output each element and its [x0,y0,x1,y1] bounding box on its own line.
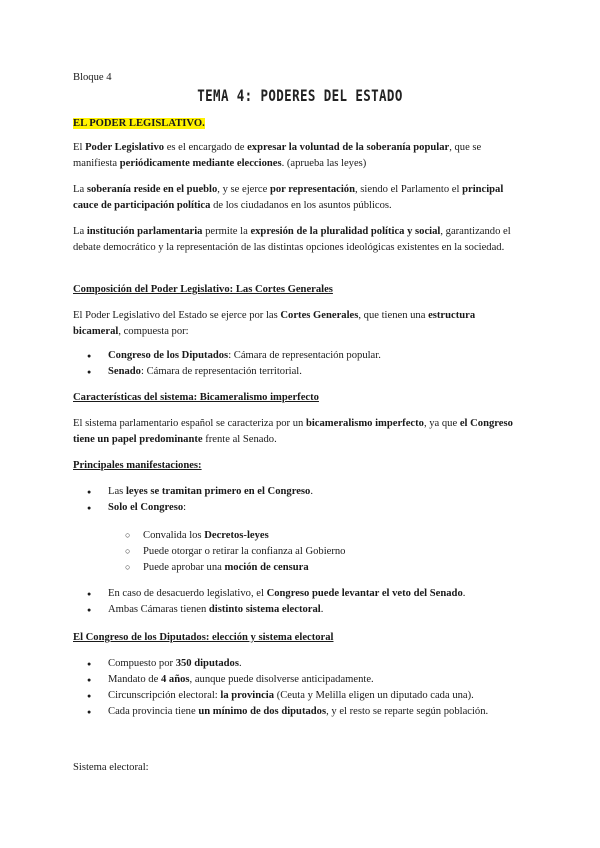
paragraph-institution: La institución parlamentaria permite la expresión de la pluralidad política y social, garantizando el debate democrático y la representación de las distintas opciones ideológicas existentes en la sociedad. [73,226,511,253]
paragraph-sovereignty: La soberanía reside en el pueblo, y se ejerce por representación, siendo el Parlamento el principal cauce de participación política de los ciudadanos en los asuntos públicos. [73,184,504,211]
heading-manifestations: Principales manifestaciones: [73,460,202,471]
heading-characteristics: Características del sistema: Bicameralismo imperfecto [73,392,319,403]
electoral-system-label: Sistema electoral: [73,762,149,773]
list-item: ● Mandato de 4 años, aunque puede disolverse anticipadamente. [73,672,488,688]
congress-list [73,656,488,720]
list-item: ○ Convalida los Decretos-leyes [73,528,345,544]
heading-composition: Composición del Poder Legislativo: Las Cortes Generales [73,284,333,295]
list-item: ● Ambas Cámaras tienen distinto sistema electoral. [73,602,465,618]
list-item: ● Solo el Congreso: [73,500,313,516]
list-item: ○ Puede otorgar o retirar la confianza al Gobierno [73,544,345,560]
composition-list [73,348,381,380]
manifestations-list-continued [73,586,465,618]
list-item: ● Las leyes se tramitan primero en el Congreso. [73,484,313,500]
list-item: ● Congreso de los Diputados: Cámara de representación popular. [73,348,381,364]
list-item: ● Circunscripción electoral: la provincia (Ceuta y Melilla eligen un diputado cada una). [73,688,488,704]
paragraph-cortes: El Poder Legislativo del Estado se ejerce por las Cortes Generales, que tienen una estructura bicameral, compuesta por: [73,310,476,337]
list-item: ● Compuesto por 350 diputados. [73,656,488,672]
congress-powers-sublist [73,528,345,576]
heading-congress: El Congreso de los Diputados: elección y sistema electoral [73,632,334,643]
paragraph-definition: El Poder Legislativo es el encargado de expresar la voluntad de la soberanía popular, que se manifiesta periódicamente mediante elecciones. (aprueba las leyes) [73,142,482,169]
manifestations-list [73,484,313,516]
section-heading-text: EL PODER LEGISLATIVO. [73,118,205,129]
list-item: ● En caso de desacuerdo legislativo, el Congreso puede levantar el veto del Senado. [73,586,465,602]
section-heading-legislativo [73,116,205,132]
block-label: Bloque 4 [73,72,112,83]
list-item: ● Cada provincia tiene un mínimo de dos diputados, y el resto se reparte según población. [73,704,488,720]
paragraph-bicameralism: El sistema parlamentario español se caracteriza por un bicameralismo imperfecto, ya que el Congreso tiene un papel predominante frente al Senado. [73,418,513,445]
page-title: TEMA 4: PODERES DEL ESTADO [197,86,403,105]
list-item: ○ Puede aprobar una moción de censura [73,560,345,576]
list-item: ● Senado: Cámara de representación territorial. [73,364,381,380]
